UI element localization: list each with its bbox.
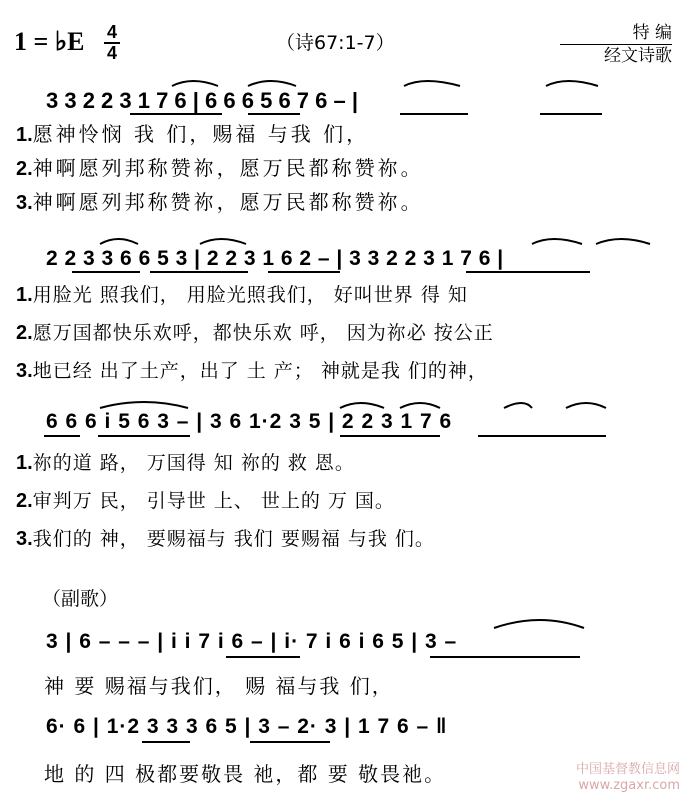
slur <box>100 239 138 244</box>
slur <box>546 81 598 86</box>
verse-number: 2. <box>16 158 33 180</box>
watermark-site-name: 中国基督教信息网 <box>575 762 680 777</box>
key-signature: 1 = ♭E <box>14 27 85 56</box>
slur <box>494 620 584 628</box>
verse-number: 1. <box>16 284 33 306</box>
scripture-reference: （诗67:1-7） <box>276 32 395 54</box>
system-1-notation: 3 3 2 2 3 1 7 6 | 6 6 6 5 6 7 6 – | <box>46 88 359 113</box>
meter-top: 4 <box>106 22 117 42</box>
watermark-url: www.zgaxr.com <box>578 778 680 793</box>
lyric-line: 祢的道 路， 万国得 知 祢的 救 恩。 <box>32 452 355 474</box>
lyric-line: 审判万 民， 引导世 上、 世上的 万 国。 <box>32 490 395 512</box>
slur <box>400 403 440 408</box>
slur <box>504 403 532 408</box>
lyric-line: 我们的 神， 要赐福与 我们 要赐福 与我 们。 <box>32 528 435 550</box>
slur <box>404 81 460 86</box>
credit-source: 经文诗歌 <box>560 44 672 67</box>
verse-number: 3. <box>16 360 33 382</box>
verse-number: 3. <box>16 192 33 214</box>
slur <box>200 239 246 244</box>
lyric-line: 神啊愿列邦称赞祢，愿万民都称赞祢。 <box>32 156 424 180</box>
verse-number: 3. <box>16 528 33 550</box>
lyric-line: 神啊愿列邦称赞祢，愿万民都称赞祢。 <box>32 190 424 214</box>
slur <box>172 81 218 86</box>
lyric-line: 愿神怜悯 我 们，赐福 与我 们， <box>32 122 370 146</box>
verse-number: 2. <box>16 322 33 344</box>
system-2-notation: 2 2 3 3 6 6 5 3 | 2 2 3 1 6 2 – | 3 3 2 2 3 1 7 6 | <box>46 247 505 270</box>
slur <box>596 239 650 244</box>
meter-bottom: 4 <box>106 43 117 63</box>
slur <box>100 402 188 408</box>
slur <box>340 403 384 408</box>
chorus-line-1-notation: 3 | 6 – – – | i i 7 i 6 – | i· 7 i 6 i 6 5 | 3 – <box>46 630 458 653</box>
slur <box>248 81 296 86</box>
chorus-line-1-lyrics: 神 要 赐福与我们， 赐 福与我 们， <box>44 674 394 698</box>
lyric-line: 愿万国都快乐欢呼，都快乐欢 呼， 因为祢必 按公正 <box>32 322 494 344</box>
credit-arranger: 特 编 <box>632 23 672 43</box>
slur <box>532 239 582 244</box>
chorus-label: （副歌） <box>42 588 119 610</box>
chorus-line-2-lyrics: 地 的 四 极都要敬畏 祂，都 要 敬畏祂。 <box>44 762 447 786</box>
verse-number: 2. <box>16 490 33 512</box>
verse-number: 1. <box>16 124 33 146</box>
lyric-line: 地已经 出了土产，出了 土 产； 神就是我 们的神， <box>32 360 488 382</box>
verse-number: 1. <box>16 452 33 474</box>
chorus-line-2-notation: 6· 6 | 1·2 3 3 3 6 5 | 3 – 2· 3 | 1 7 6 – ‖ <box>46 715 448 738</box>
lyric-line: 用脸光 照我们， 用脸光照我们， 好叫世界 得 知 <box>32 284 468 306</box>
system-3-notation: 6 6 6 i 5 6 3 – | 3 6 1·2 3 5 | 2 2 3 1 7 6 <box>46 410 453 433</box>
watermark <box>520 762 680 794</box>
slur <box>566 403 606 408</box>
